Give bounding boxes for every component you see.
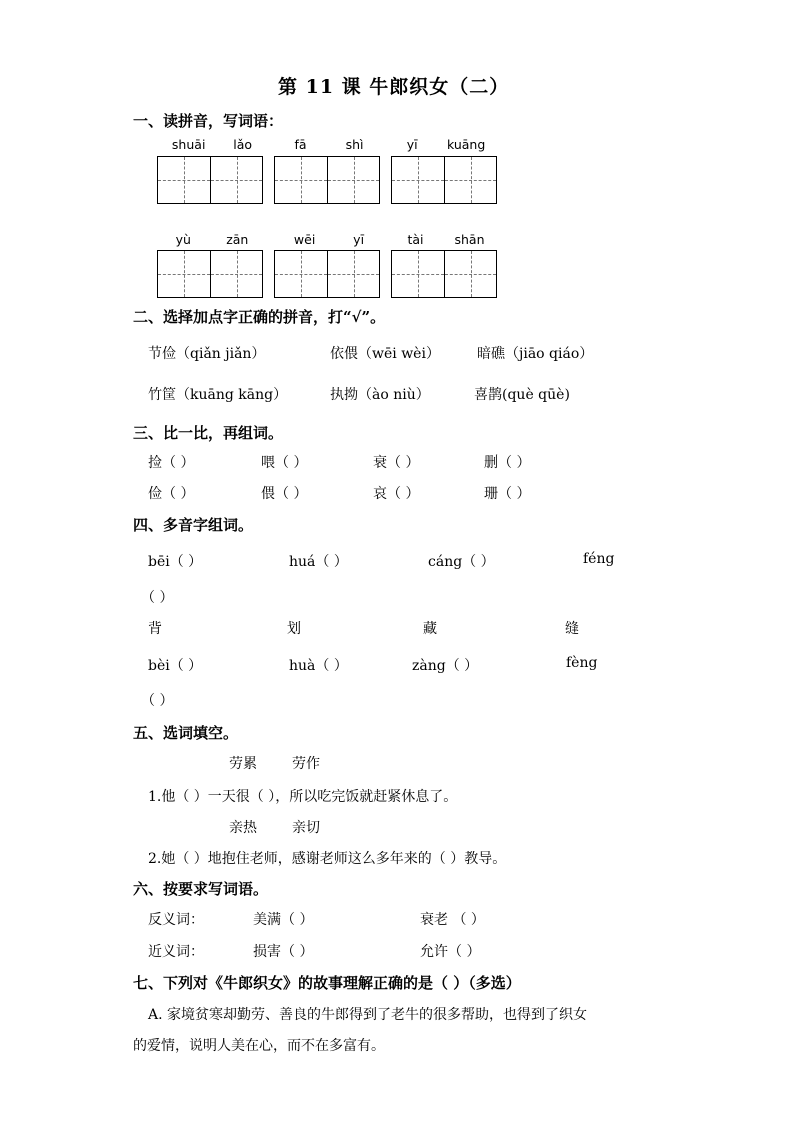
- synonym-item[interactable]: 允许（ ）: [420, 944, 481, 960]
- pinyin-label-group: [392, 232, 500, 247]
- compare-item[interactable]: 捡（ ）: [148, 455, 195, 471]
- polyphone-item[interactable]: （ ）: [141, 590, 174, 606]
- writing-cell[interactable]: [210, 251, 262, 297]
- writing-cell[interactable]: [275, 157, 327, 203]
- antonym-label: 反义词：: [148, 912, 204, 928]
- writing-cell[interactable]: [210, 157, 262, 203]
- pinyin-choice-item[interactable]: 暗礁（jiāo qiáo）: [477, 346, 594, 362]
- pinyin-choice-item[interactable]: 依偎（wēi wèi）: [330, 346, 440, 362]
- pinyin-label-group: [275, 232, 383, 247]
- pinyin-choice-item[interactable]: 喜鹊(què qūè): [474, 387, 570, 403]
- compare-item[interactable]: 衰（ ）: [373, 455, 420, 471]
- pinyin-label: fā: [294, 137, 307, 152]
- writing-cell[interactable]: [158, 251, 210, 297]
- writing-cell[interactable]: [444, 251, 496, 297]
- pinyin-label: tài: [407, 232, 424, 247]
- writing-grid[interactable]: [157, 250, 263, 298]
- pinyin-label: shān: [454, 232, 485, 247]
- compare-item[interactable]: 俭（ ）: [148, 486, 195, 502]
- pinyin-label: shì: [345, 137, 364, 152]
- polyphone-char: 划: [287, 621, 301, 637]
- section-7-heading: 七、下列对《牛郎织女》的故事理解正确的是（ ）（多选）: [133, 974, 521, 992]
- pinyin-label: yī: [353, 232, 365, 247]
- page-title: 第 11 课 牛郎织女（二）: [278, 76, 510, 98]
- pinyin-label: shuāi: [171, 137, 206, 152]
- writing-grid[interactable]: [157, 156, 263, 204]
- section-1-heading: 一、读拼音，写词语：: [133, 112, 284, 130]
- synonym-item[interactable]: 损害（ ）: [253, 944, 314, 960]
- antonym-item[interactable]: 美满（ ）: [253, 912, 314, 928]
- polyphone-char: 藏: [423, 621, 437, 637]
- writing-cell[interactable]: [327, 251, 379, 297]
- writing-cell[interactable]: [392, 251, 444, 297]
- pinyin-choice-item[interactable]: 执拗（ào niù）: [330, 387, 430, 403]
- pinyin-label-group: [158, 232, 266, 247]
- polyphone-item[interactable]: fèng: [566, 655, 598, 671]
- pinyin-label: yù: [175, 232, 191, 247]
- section-6-heading: 六、按要求写词语。: [133, 880, 269, 898]
- word-choice: 亲切: [292, 820, 320, 836]
- polyphone-item[interactable]: féng: [583, 551, 615, 567]
- polyphone-char: 背: [148, 621, 162, 637]
- writing-grid[interactable]: [274, 250, 380, 298]
- pinyin-label: wēi: [293, 232, 316, 247]
- antonym-item[interactable]: 衰老 （ ）: [420, 912, 485, 928]
- pinyin-label-group: [275, 137, 383, 152]
- writing-cell[interactable]: [392, 157, 444, 203]
- polyphone-char: 缝: [565, 621, 579, 637]
- writing-grid[interactable]: [274, 156, 380, 204]
- polyphone-item[interactable]: （ ）: [141, 693, 174, 709]
- fill-question[interactable]: 2.她（ ）地抱住老师，感谢老师这么多年来的（ ）教导。: [148, 851, 507, 867]
- section-3-heading: 三、比一比，再组词。: [133, 424, 284, 442]
- compare-item[interactable]: 哀（ ）: [373, 486, 420, 502]
- pinyin-choice-item[interactable]: 竹筐（kuāng kāng）: [148, 387, 288, 403]
- compare-item[interactable]: 偎（ ）: [261, 486, 308, 502]
- pinyin-label-group: [158, 137, 266, 152]
- polyphone-item[interactable]: huá（ ）: [289, 554, 348, 570]
- option-a-line[interactable]: 的爱情，说明人美在心，而不在多富有。: [133, 1038, 385, 1054]
- writing-grid[interactable]: [391, 156, 497, 204]
- pinyin-label: zān: [226, 232, 249, 247]
- writing-grid[interactable]: [391, 250, 497, 298]
- compare-item[interactable]: 珊（ ）: [484, 486, 531, 502]
- word-choice: 劳作: [292, 756, 320, 772]
- pinyin-choice-item[interactable]: 节俭（qiǎn jiǎn）: [148, 346, 266, 362]
- writing-cell[interactable]: [158, 157, 210, 203]
- writing-cell[interactable]: [327, 157, 379, 203]
- word-choice: 亲热: [229, 820, 257, 836]
- polyphone-item[interactable]: cáng（ ）: [428, 554, 495, 570]
- option-a-line[interactable]: A. 家境贫寒却勤劳、善良的牛郎得到了老牛的很多帮助，也得到了织女: [148, 1007, 588, 1023]
- polyphone-item[interactable]: bēi（ ）: [148, 554, 203, 570]
- pinyin-label: yī: [406, 137, 418, 152]
- polyphone-item[interactable]: huà（ ）: [289, 658, 348, 674]
- polyphone-item[interactable]: zàng（ ）: [412, 658, 479, 674]
- writing-cell[interactable]: [275, 251, 327, 297]
- fill-question[interactable]: 1.他（ ）一天很（ ），所以吃完饭就赶紧休息了。: [148, 789, 458, 805]
- compare-item[interactable]: 删（ ）: [484, 455, 531, 471]
- writing-cell[interactable]: [444, 157, 496, 203]
- pinyin-label: kuāng: [446, 137, 486, 152]
- polyphone-item[interactable]: bèi（ ）: [148, 658, 203, 674]
- pinyin-label: lǎo: [233, 137, 253, 152]
- word-choice: 劳累: [229, 756, 257, 772]
- section-5-heading: 五、选词填空。: [133, 724, 239, 742]
- section-2-heading: 二、选择加点字正确的拼音，打“√”。: [133, 308, 386, 326]
- pinyin-label-group: [392, 137, 500, 152]
- compare-item[interactable]: 喂（ ）: [261, 455, 308, 471]
- synonym-label: 近义词：: [148, 944, 204, 960]
- section-4-heading: 四、多音字组词。: [133, 516, 254, 534]
